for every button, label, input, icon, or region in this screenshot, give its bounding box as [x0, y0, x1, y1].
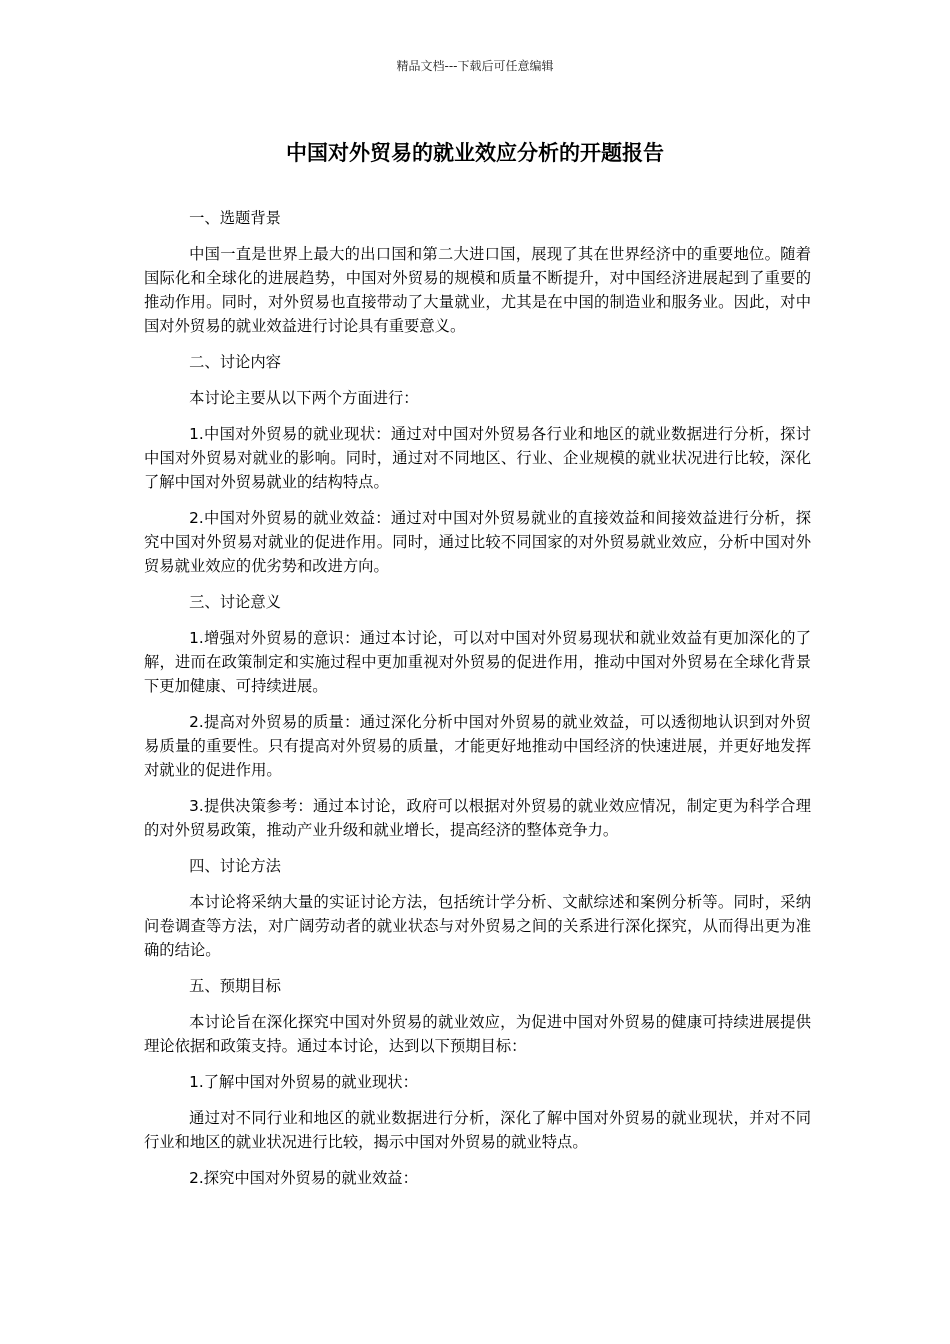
- section-heading-significance: 三、讨论意义: [189, 593, 281, 611]
- paragraph-background: 中国一直是世界上最大的出口国和第二大进口国，展现了其在世界经济中的重要地位。随着国际化和全球化的进展趋势，中国对外贸易的规模和质量不断提升，对中国经济进展起到了重要的推动作用。同时，对外贸易也直接带动了大量就业，尤其是在中国的制造业和服务业。因此，对中国对外贸易的就业效益进行讨论具有重要意义。: [144, 245, 811, 335]
- paragraph-significance-item-1: 1.增强对外贸易的意识：通过本讨论，可以对中国对外贸易现状和就业效益有更加深化的了解，进而在政策制定和实施过程中更加重视对外贸易的促进作用，推动中国对外贸易在全球化背景下更加健康、可持续进展。: [144, 629, 811, 695]
- document-body: [144, 206, 811, 1202]
- paragraph-goals-item-1: 1.了解中国对外贸易的就业现状：: [189, 1073, 418, 1091]
- document-title: 中国对外贸易的就业效应分析的开题报告: [286, 141, 664, 165]
- section-heading-content: 二、讨论内容: [189, 353, 281, 371]
- paragraph-significance-item-3: 3.提供决策参考：通过本讨论，政府可以根据对外贸易的就业效应情况，制定更为科学合理的对外贸易政策，推动产业升级和就业增长，提高经济的整体竞争力。: [144, 797, 811, 839]
- paragraph-goals-intro: 本讨论旨在深化探究中国对外贸易的就业效应，为促进中国对外贸易的健康可持续进展提供理论依据和政策支持。通过本讨论，达到以下预期目标：: [144, 1013, 811, 1055]
- page-header-note: 精品文档---下载后可任意编辑: [396, 59, 554, 73]
- paragraph-methods: 本讨论将采纳大量的实证讨论方法，包括统计学分析、文献综述和案例分析等。同时，采纳问卷调查等方法，对广阔劳动者的就业状态与对外贸易之间的关系进行深化探究，从而得出更为准确的结论。: [144, 893, 811, 959]
- section-heading-methods: 四、讨论方法: [189, 857, 281, 875]
- paragraph-content-item-1: 1.中国对外贸易的就业现状：通过对中国对外贸易各行业和地区的就业数据进行分析，探讨中国对外贸易对就业的影响。同时，通过对不同地区、行业、企业规模的就业状况进行比较，深化了解中国对外贸易就业的结构特点。: [144, 425, 811, 491]
- paragraph-significance-item-2: 2.提高对外贸易的质量：通过深化分析中国对外贸易的就业效益，可以透彻地认识到对外贸易质量的重要性。只有提高对外贸易的质量，才能更好地推动中国经济的快速进展，并更好地发挥对就业的促进作用。: [144, 713, 811, 779]
- section-heading-goals: 五、预期目标: [189, 977, 281, 995]
- paragraph-content-intro: 本讨论主要从以下两个方面进行：: [189, 389, 419, 407]
- paragraph-content-item-2: 2.中国对外贸易的就业效益：通过对中国对外贸易就业的直接效益和间接效益进行分析，探究中国对外贸易对就业的促进作用。同时，通过比较不同国家的对外贸易就业效应，分析中国对外贸易就业效应的优劣势和改进方向。: [144, 509, 811, 575]
- paragraph-goals-item-1-detail: 通过对不同行业和地区的就业数据进行分析，深化了解中国对外贸易的就业现状，并对不同行业和地区的就业状况进行比较，揭示中国对外贸易的就业特点。: [144, 1109, 811, 1151]
- paragraph-goals-item-2: 2.探究中国对外贸易的就业效益：: [189, 1169, 418, 1187]
- section-heading-background: 一、选题背景: [189, 209, 281, 227]
